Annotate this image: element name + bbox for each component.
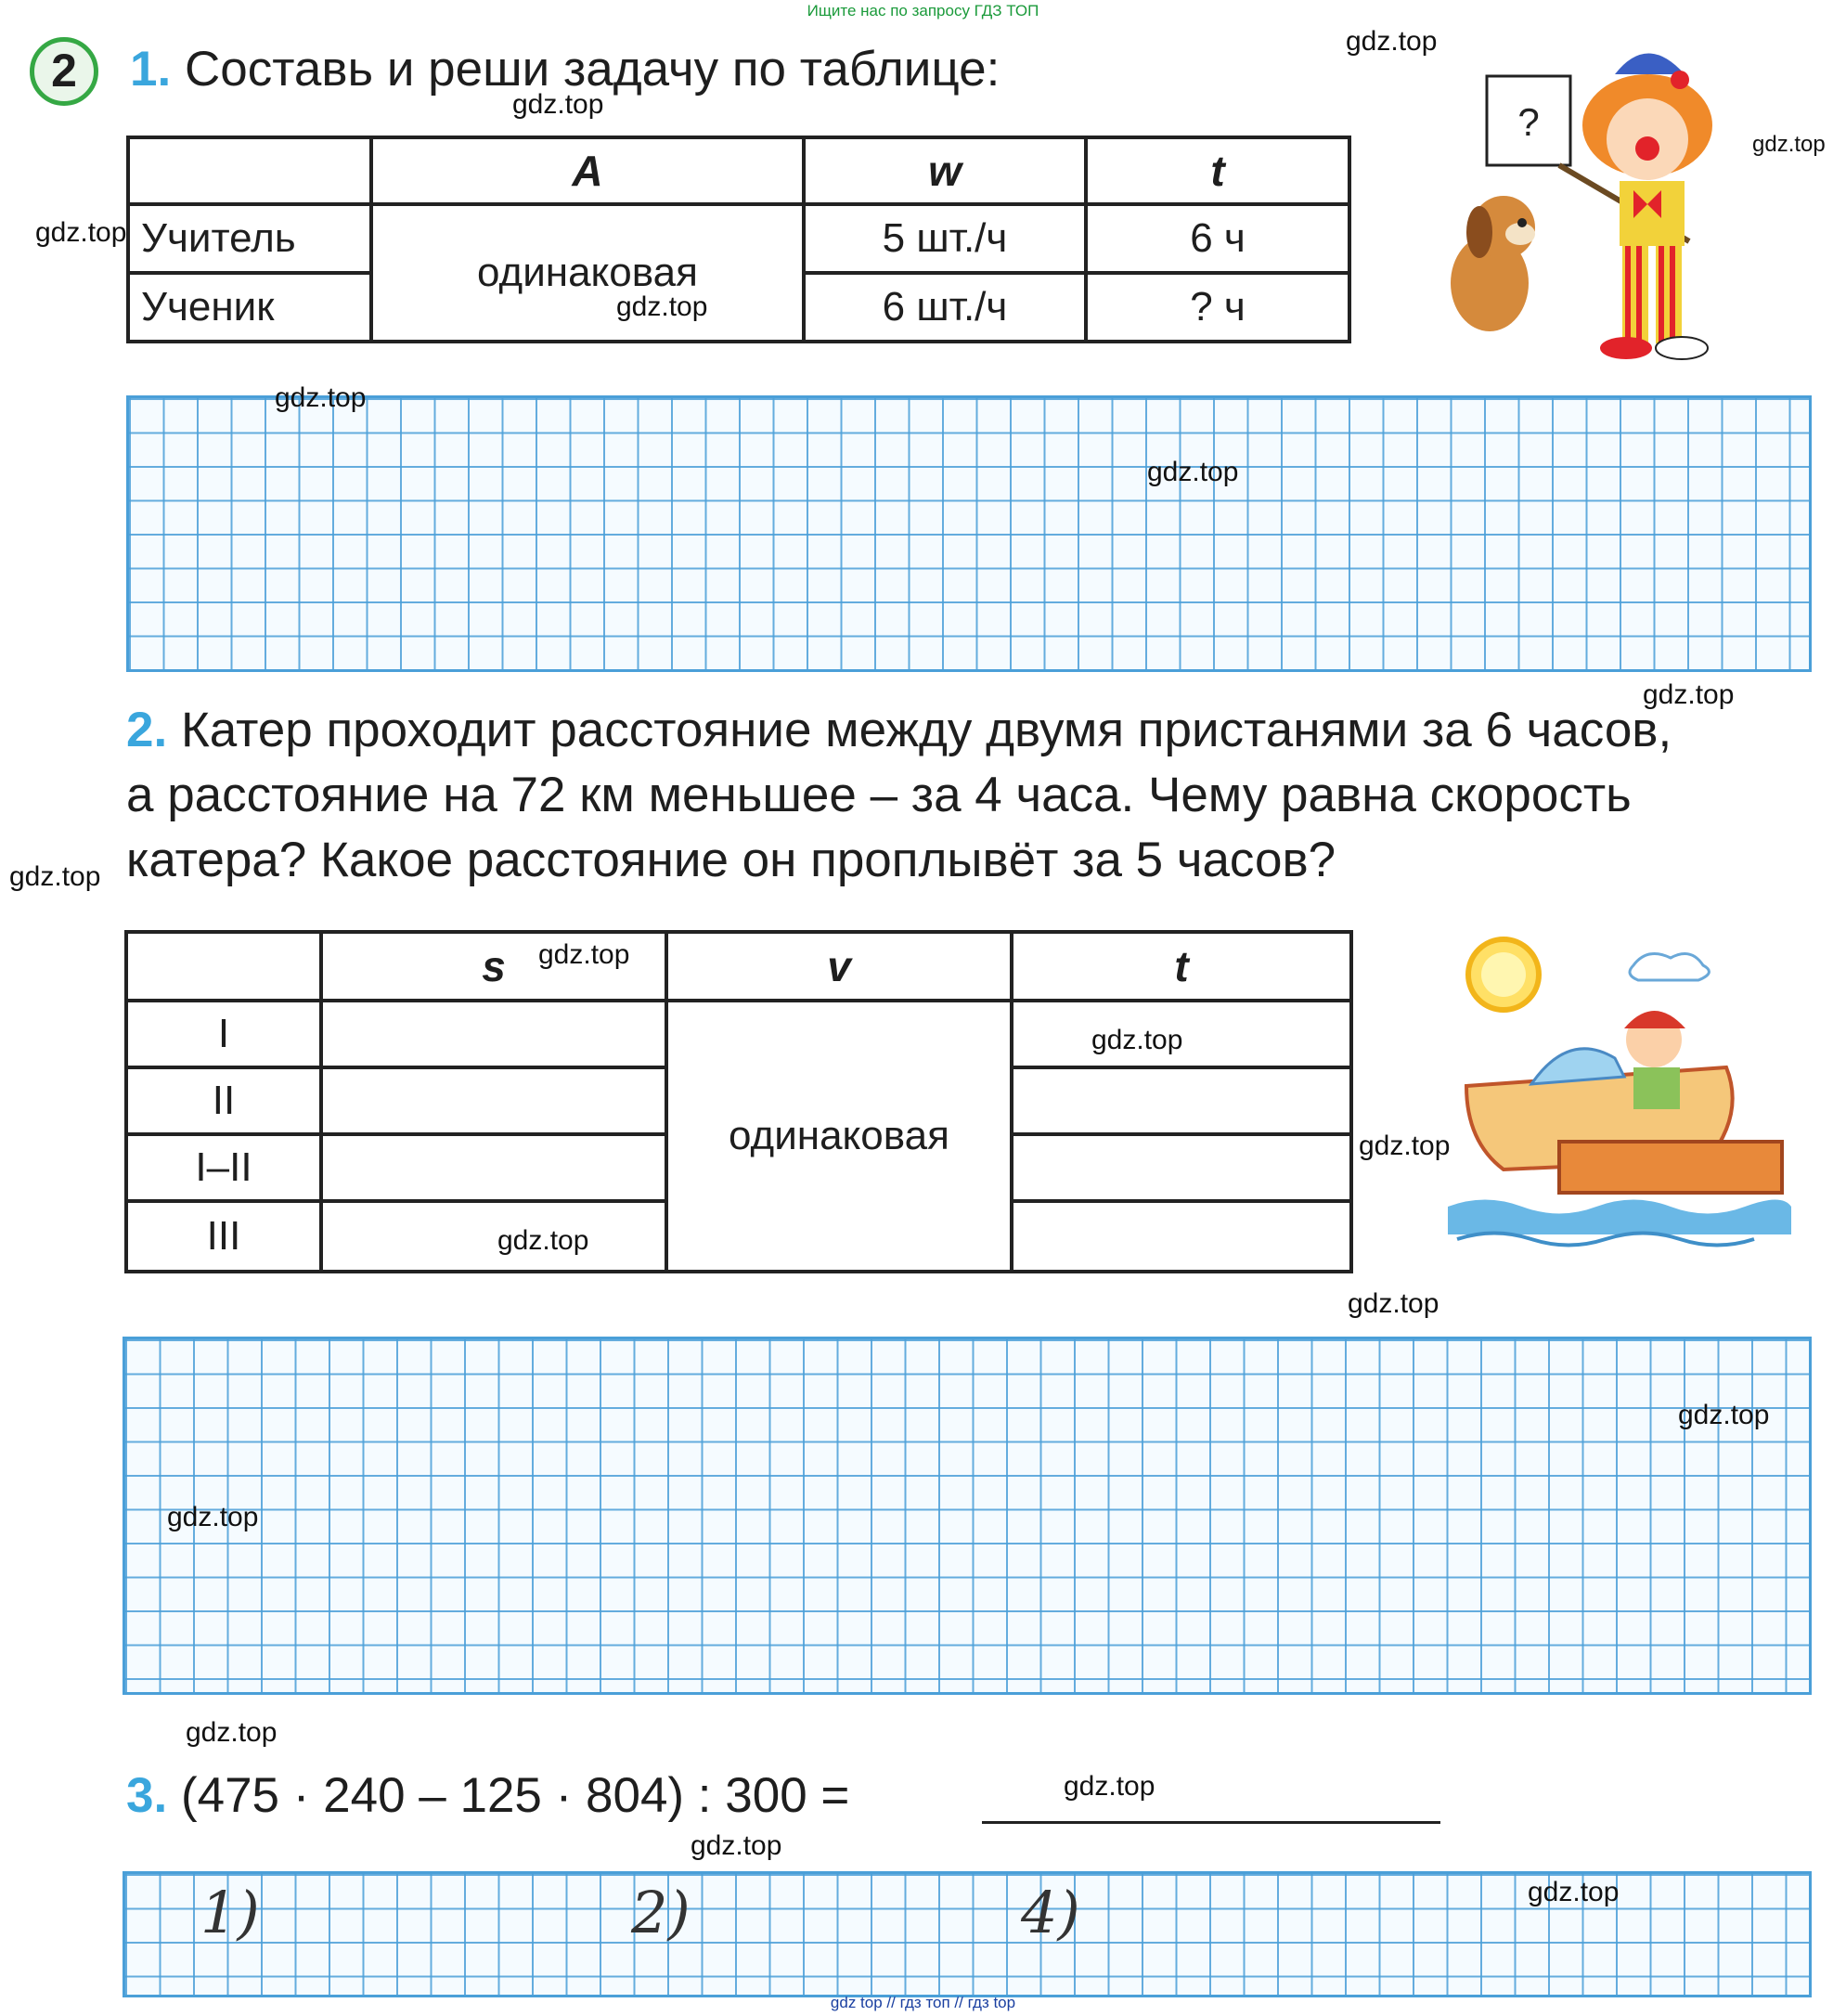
watermark: gdz.top: [1752, 132, 1826, 157]
task2-cell-t[interactable]: [1012, 1201, 1351, 1272]
watermark: gdz.top: [1091, 1025, 1183, 1055]
task1-answer-grid[interactable]: [126, 395, 1812, 672]
task2-header-empty: [126, 932, 321, 1001]
task1-text: Составь и реши задачу по таблице:: [184, 42, 1000, 97]
task2-number: 2.: [126, 703, 168, 757]
task3-answer-line[interactable]: [982, 1821, 1440, 1824]
watermark: gdz.top: [497, 1225, 589, 1256]
watermark: gdz.top: [512, 89, 604, 120]
task2-row-label: I–II: [126, 1134, 321, 1201]
task2-header-t: t: [1012, 932, 1351, 1001]
task1-header-a: A: [371, 137, 804, 204]
watermark: gdz.top: [1678, 1400, 1770, 1430]
task1-header-t: t: [1086, 137, 1349, 204]
watermark: gdz.top: [1528, 1877, 1620, 1907]
watermark: gdz.top: [9, 861, 101, 892]
task2-header-v: v: [666, 932, 1012, 1001]
task2-line: катера? Какое расстояние он проплывёт за 5 часов?: [126, 833, 1336, 887]
task2-cell-t[interactable]: [1012, 1067, 1351, 1134]
task1-header-empty: [128, 137, 371, 204]
task1-cell-t: 6 ч: [1086, 204, 1349, 273]
task1-table: [126, 136, 1351, 343]
task2-line: а расстояние на 72 км меньшее – за 4 часа. Чему равна скорость: [126, 768, 1632, 822]
task2-row-label: II: [126, 1067, 321, 1134]
task2-answer-grid[interactable]: [123, 1337, 1812, 1695]
task2-header-s: s: [321, 932, 666, 1001]
task2-row-label: III: [126, 1201, 321, 1272]
watermark: gdz.top: [538, 939, 630, 970]
boat-illustration: [1448, 928, 1791, 1262]
page-badge: 2: [30, 37, 98, 106]
bottom-note: gdz top // гдз топ // гдз top: [830, 1994, 1016, 2011]
task2-cell-t[interactable]: [1012, 1134, 1351, 1201]
task2-line: [126, 698, 1815, 763]
task2-cell-s[interactable]: [321, 1067, 666, 1134]
handwritten-step: 4): [1021, 1879, 1080, 1946]
task2-line-text: Катер проходит расстояние между двумя пристанями за 6 часов,: [180, 703, 1672, 757]
handwritten-step: 2): [631, 1879, 691, 1946]
watermark: gdz.top: [167, 1502, 259, 1532]
task2-cell-s[interactable]: [321, 1201, 666, 1272]
task1-number: 1.: [130, 42, 172, 97]
task2-cell-s[interactable]: [321, 1001, 666, 1067]
watermark: gdz.top: [1346, 26, 1438, 57]
watermark: gdz.top: [1147, 457, 1239, 487]
top-note: Ищите нас по запросу ГДЗ ТОП: [807, 2, 1039, 19]
task3-number: 3.: [126, 1768, 168, 1823]
task2-shared-v: одинаковая: [666, 1001, 1012, 1272]
task3-line: [126, 1764, 849, 1829]
task2-table: [124, 930, 1353, 1273]
watermark: gdz.top: [1348, 1288, 1439, 1319]
task1-shared-a: одинаковая: [371, 204, 804, 342]
watermark: gdz.top: [275, 382, 367, 413]
watermark: gdz.top: [1064, 1771, 1155, 1802]
task3-expression: (475 · 240 – 125 · 804) : 300 =: [180, 1768, 850, 1823]
task1-cell-w: 5 шт./ч: [804, 204, 1086, 273]
watermark: gdz.top: [691, 1830, 782, 1861]
watermark: gdz.top: [1643, 679, 1735, 710]
watermark: gdz.top: [35, 217, 127, 248]
watermark: gdz.top: [186, 1717, 278, 1748]
task2-row-label: I: [126, 1001, 321, 1067]
watermark: gdz.top: [616, 291, 708, 322]
task2-text: [126, 698, 1815, 893]
watermark: gdz.top: [1359, 1131, 1451, 1161]
task1-row-label: Ученик: [128, 273, 371, 342]
task1-cell-w: 6 шт./ч: [804, 273, 1086, 342]
clown-sign-text: ?: [1517, 100, 1540, 144]
clown-illustration: [1411, 37, 1791, 362]
handwritten-step: 1): [200, 1879, 260, 1946]
task1-cell-t: ? ч: [1086, 273, 1349, 342]
task1-row-label: Учитель: [128, 204, 371, 273]
task2-cell-s[interactable]: [321, 1134, 666, 1201]
task1-header-w: w: [804, 137, 1086, 204]
